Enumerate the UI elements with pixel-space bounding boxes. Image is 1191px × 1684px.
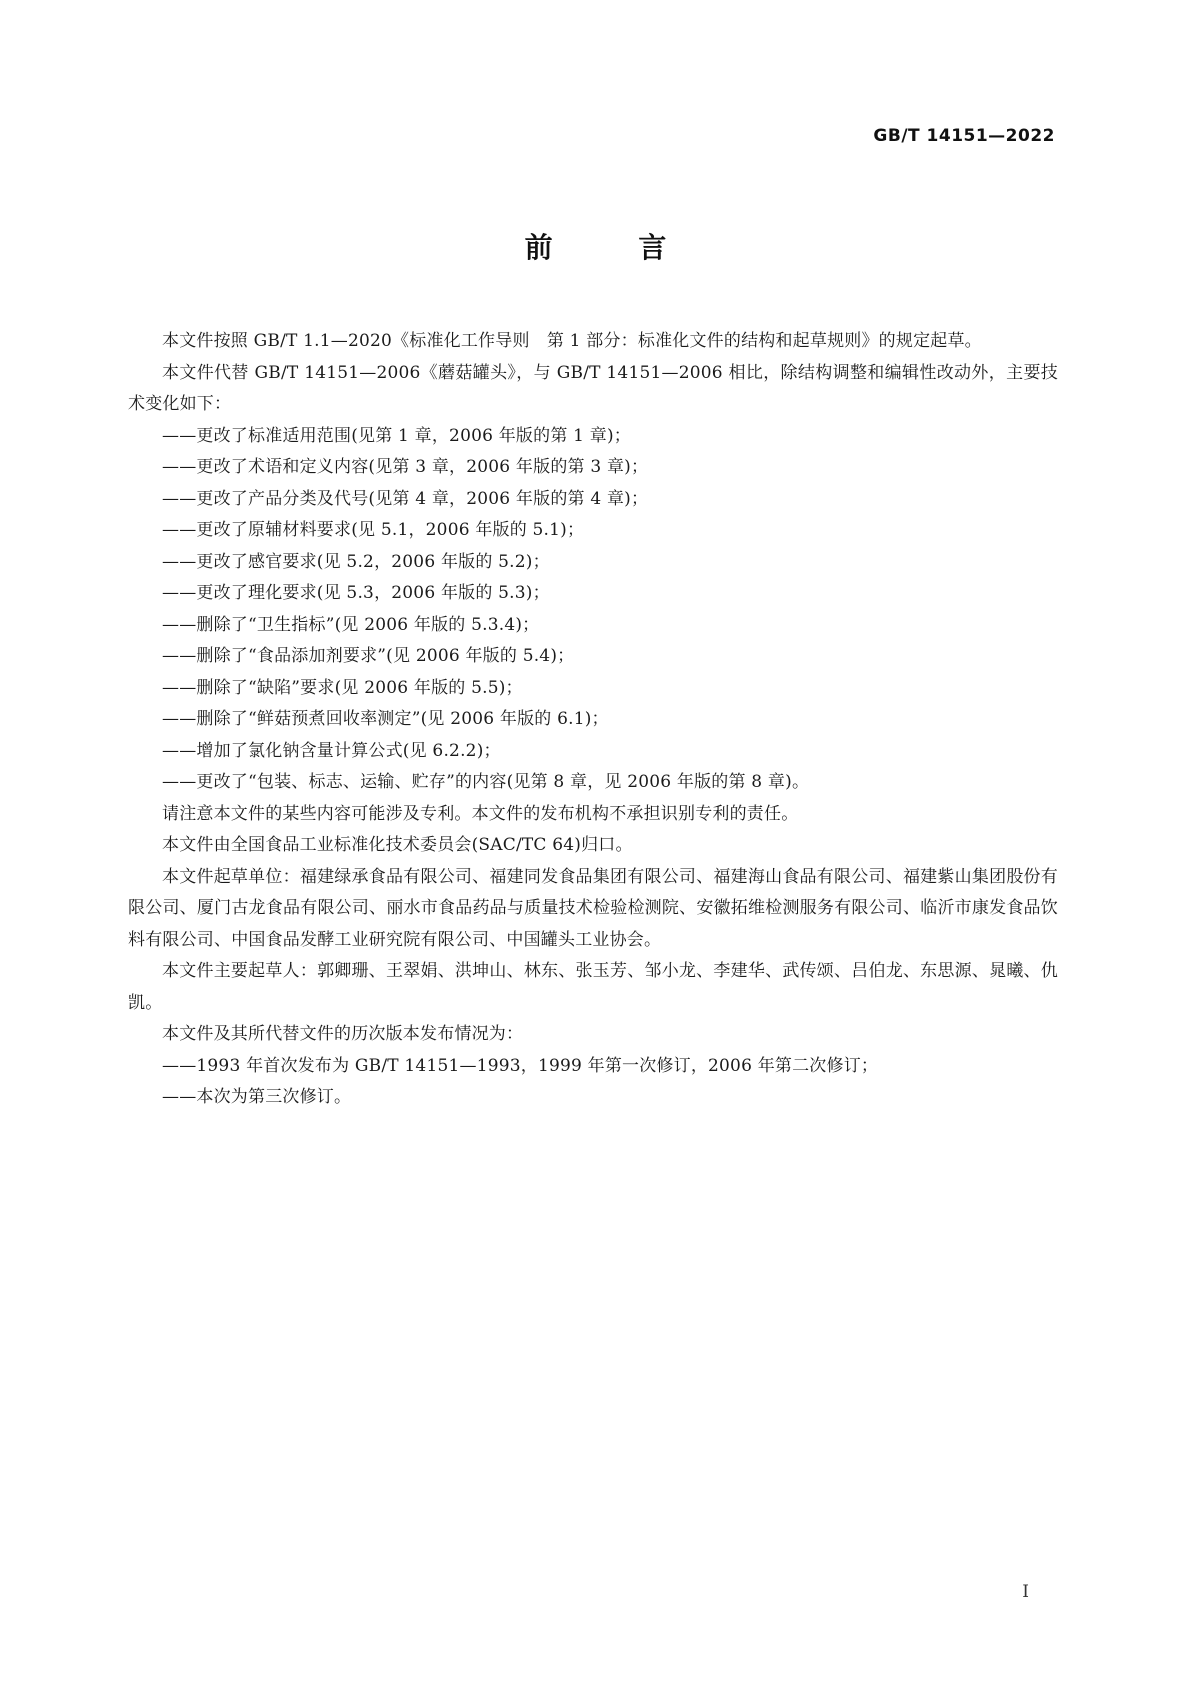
list-item: ——删除了“缺陷”要求(见 2006 年版的 5.5)；: [162, 677, 523, 698]
list-item: ——更改了理化要求(见 5.3，2006 年版的 5.3)；: [162, 583, 550, 603]
list-item: ——更改了标准适用范围(见第 1 章，2006 年版的第 1 章)；: [162, 425, 631, 446]
page-number: I: [1022, 1582, 1029, 1602]
list-item: ——更改了原辅材料要求(见 5.1，2006 年版的 5.1)；: [162, 520, 585, 540]
paragraph-drafting-rules: 本文件按照 GB/T 1.1—2020《标准化工作导则 第 1 部分：标准化文件的结构和起草规则》的规定起草。: [162, 331, 982, 351]
list-item: ——本次为第三次修订。: [162, 1087, 352, 1107]
list-item: ——删除了“鲜菇预煮回收率测定”(见 2006 年版的 6.1)；: [162, 709, 609, 729]
standard-code: GB/T 14151—2022: [873, 126, 1055, 146]
paragraph-drafting-units: 本文件起草单位：福建绿承食品有限公司、福建同发食品集团有限公司、福建海山食品有限公司、福建紫山集团股份有限公司、厦门古龙食品有限公司、丽水市食品药品与质量技术检验检测院、安徽拓维检测服务有限公司、临沂市康发食品饮料有限公司、中国食品发酵工业研究院有限公司、中国罐头工业协会。: [128, 866, 1058, 950]
preface-body: [128, 326, 1058, 1114]
list-item: ——1993 年首次发布为 GB/T 14151—1993，1999 年第一次修订，2006 年第二次修订；: [162, 1055, 879, 1076]
list-item: ——删除了“卫生指标”(见 2006 年版的 5.3.4)；: [162, 614, 540, 635]
technical-changes-list: [128, 421, 1058, 799]
list-item: ——更改了术语和定义内容(见第 3 章，2006 年版的第 3 章)；: [162, 457, 649, 477]
paragraph-replacement: 本文件代替 GB/T 14151—2006《蘑菇罐头》，与 GB/T 14151—2006 相比，除结构调整和编辑性改动外，主要技术变化如下：: [128, 362, 1058, 414]
paragraph-drafters: 本文件主要起草人：郭卿珊、王翠娟、洪坤山、林东、张玉芳、邹小龙、李建华、武传颂、吕伯龙、东思源、晁曦、仇凯。: [128, 961, 1058, 1013]
paragraph-committee: 本文件由全国食品工业标准化技术委员会(SAC/TC 64)归口。: [162, 835, 633, 855]
list-item: ——更改了产品分类及代号(见第 4 章，2006 年版的第 4 章)；: [162, 488, 649, 509]
list-item: ——更改了“包装、标志、运输、贮存”的内容(见第 8 章，见 2006 年版的第 8 章)。: [162, 772, 810, 792]
page-title: 前 言: [524, 231, 705, 264]
list-item: ——更改了感官要求(见 5.2，2006 年版的 5.2)；: [162, 551, 550, 572]
paragraph-patent-notice: 请注意本文件的某些内容可能涉及专利。本文件的发布机构不承担识别专利的责任。: [162, 803, 799, 824]
list-item: ——增加了氯化钠含量计算公式(见 6.2.2)；: [162, 740, 501, 761]
paragraph-history-intro: 本文件及其所代替文件的历次版本发布情况为：: [162, 1024, 524, 1044]
version-history-list: [128, 1051, 1058, 1114]
list-item: ——删除了“食品添加剂要求”(见 2006 年版的 5.4)；: [162, 646, 575, 666]
